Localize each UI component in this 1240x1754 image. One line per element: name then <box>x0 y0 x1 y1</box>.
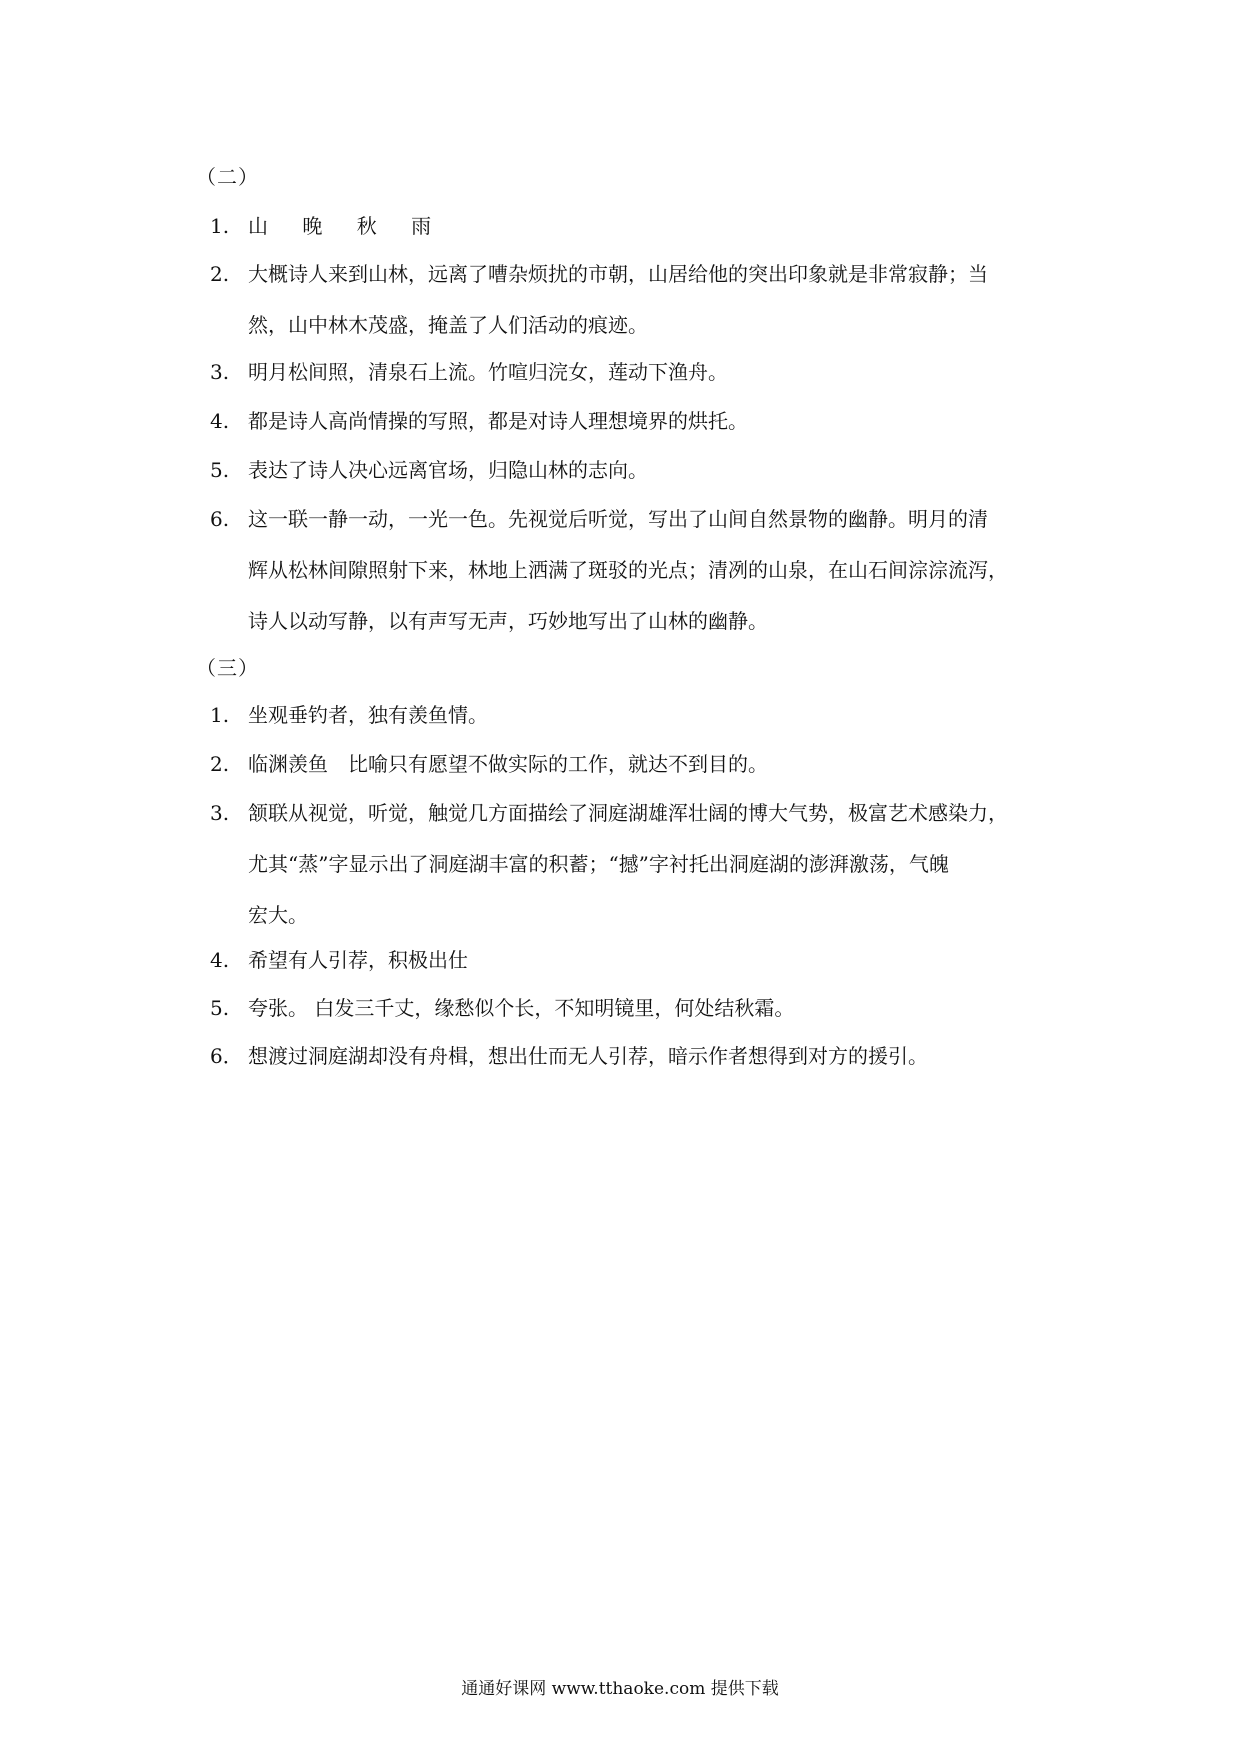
answer-text <box>248 211 1070 241</box>
answer-line: 夸张。 白发三千丈，缘愁似个长，不知明镜里，何处结秋霜。 <box>248 996 795 1020</box>
answer-number: 4. <box>210 948 230 972</box>
answer-line: 想渡过洞庭湖却没有舟楫，想出仕而无人引荐，暗示作者想得到对方的援引。 <box>248 1044 928 1068</box>
answer-text <box>248 700 1070 730</box>
answer-line: 诗人以动写静，以有声写无声，巧妙地写出了山林的幽静。 <box>248 609 768 633</box>
answer-number: 2. <box>210 262 230 286</box>
section-heading-3: （三） <box>196 656 259 680</box>
answer-item-3-5 <box>210 993 1070 1023</box>
answer-line: 希望有人引荐，积极出仕 <box>248 948 468 972</box>
answer-item-3-1 <box>210 700 1070 730</box>
answer-item-2-6 <box>210 504 1070 636</box>
answer-number: 6. <box>210 507 230 531</box>
answer-number: 3. <box>210 801 230 825</box>
answer-text <box>248 1041 1070 1071</box>
answer-text <box>248 798 1070 930</box>
answer-line: 山 晚 秋 雨 <box>248 214 446 238</box>
answer-number: 2. <box>210 752 230 776</box>
answer-text <box>248 357 1070 387</box>
answer-line: 尤其“蒸”字显示出了洞庭湖丰富的积蓄；“撼”字衬托出洞庭湖的澎湃激荡，气魄 <box>248 852 949 876</box>
answer-number: 6． <box>210 1044 243 1068</box>
page-footer: 通通好课网 www.tthaoke.com 提供下载 <box>461 1679 779 1699</box>
answer-number: 5. <box>210 458 230 482</box>
answer-number: 3. <box>210 360 230 384</box>
answer-item-3-3 <box>210 798 1070 930</box>
answer-line: 辉从松林间隙照射下来，林地上洒满了斑驳的光点；清冽的山泉，在山石间淙淙流泻， <box>248 558 1008 582</box>
answer-line: 然，山中林木茂盛，掩盖了人们活动的痕迹。 <box>248 313 648 337</box>
answer-line: 宏大。 <box>248 903 308 927</box>
answer-text <box>248 945 1070 975</box>
answer-line: 明月松间照，清泉石上流。竹喧归浣女，莲动下渔舟。 <box>248 360 728 384</box>
section-heading-2: （二） <box>196 165 259 189</box>
answer-line: 临渊羡鱼 比喻只有愿望不做实际的工作，就达不到目的。 <box>248 752 768 776</box>
answer-number: 5. <box>210 996 230 1020</box>
answer-text <box>248 455 1070 485</box>
answer-number: 4. <box>210 409 230 433</box>
answer-line: 颔联从视觉，听觉，触觉几方面描绘了洞庭湖雄浑壮阔的博大气势，极富艺术感染力， <box>248 801 1008 825</box>
answer-text <box>248 406 1070 436</box>
answer-text <box>248 993 1070 1023</box>
answer-item-2-1 <box>210 211 1070 241</box>
answer-text <box>248 259 1070 340</box>
answer-line: 表达了诗人决心远离官场，归隐山林的志向。 <box>248 458 648 482</box>
answer-line: 坐观垂钓者，独有羡鱼情。 <box>248 703 488 727</box>
answer-line: 都是诗人高尚情操的写照，都是对诗人理想境界的烘托。 <box>248 409 748 433</box>
answer-number: 1. <box>210 214 230 238</box>
answer-item-3-2 <box>210 749 1070 779</box>
answer-item-3-6 <box>210 1041 1070 1071</box>
answer-line: 大概诗人来到山林，远离了嘈杂烦扰的市朝，山居给他的突出印象就是非常寂静；当 <box>248 262 988 286</box>
answer-text <box>248 749 1070 779</box>
answer-text <box>248 504 1070 636</box>
answer-line: 这一联一静一动，一光一色。先视觉后听觉，写出了山间自然景物的幽静。明月的清 <box>248 507 988 531</box>
answer-item-3-4 <box>210 945 1070 975</box>
answer-item-2-4 <box>210 406 1070 436</box>
answer-item-2-5 <box>210 455 1070 485</box>
answer-item-2-3 <box>210 357 1070 387</box>
answer-number: 1. <box>210 703 230 727</box>
answer-item-2-2 <box>210 259 1070 340</box>
